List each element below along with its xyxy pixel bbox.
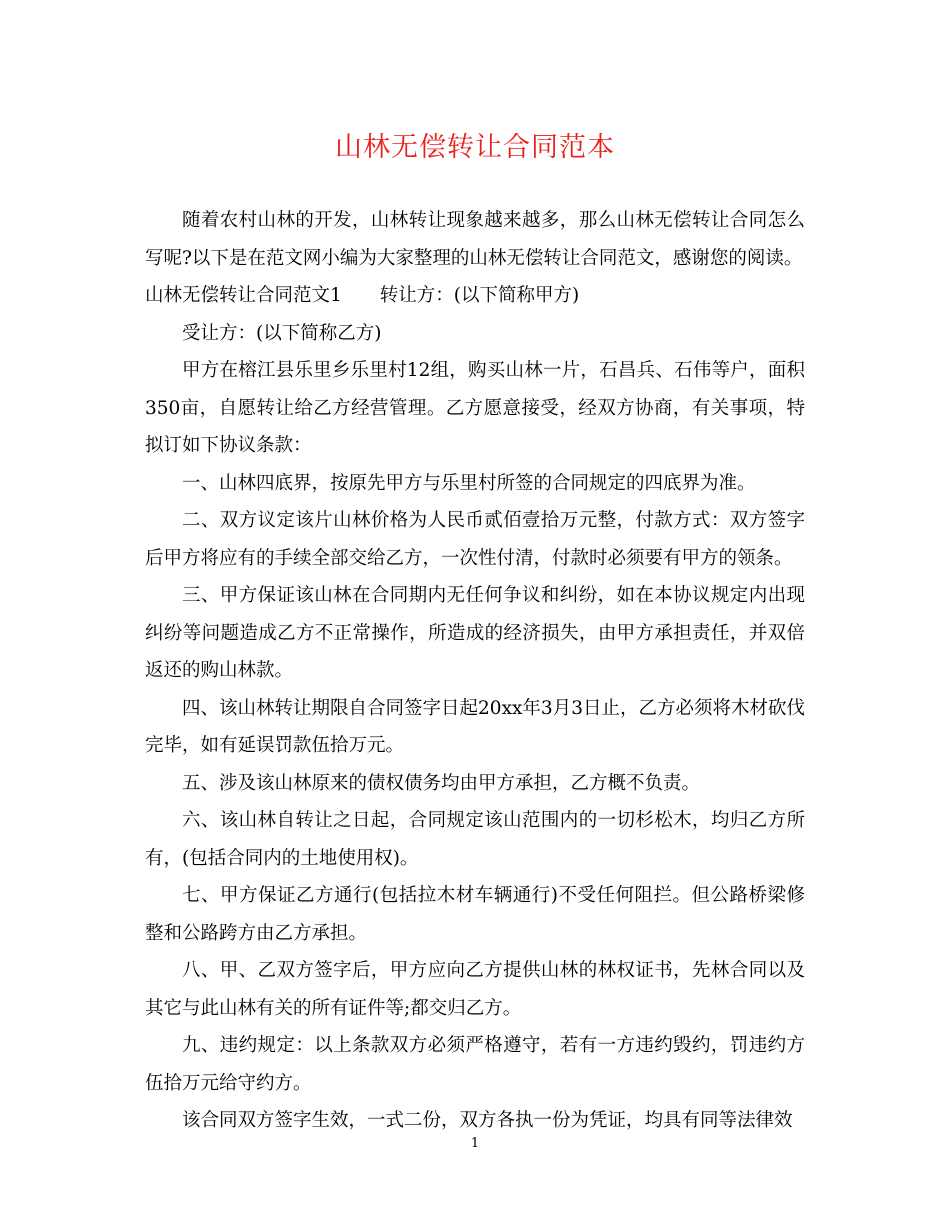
document-title: 山林无偿转让合同范本 <box>335 132 615 163</box>
contract-paragraph-0: 甲方在榕江县乐里乡乐里村12组，购买山林一片，石昌兵、石伟等户，面积350亩，自愿转让给乙方经营管理。乙方愿意接受，经双方协商，有关事项，特拟订如下协议条款： <box>145 360 805 456</box>
sample-heading: 山林无偿转让合同范文1 <box>145 285 342 306</box>
contract-clause-7: 七、甲方保证乙方通行(包括拉木材车辆通行)不受任何阻拦。但公路桥梁修整和公路跨方由乙方承担。 <box>145 885 805 944</box>
contract-clause-6: 六、该山林自转让之日起，合同规定该山范围内的一切杉松木，均归乙方所有，(包括合同内的土地使用权)。 <box>145 810 805 869</box>
sample-heading-line <box>145 277 805 315</box>
contract-clause-4: 四、该山林转让期限自合同签字日起20xx年3月3日止，乙方必须将木材砍伐完毕，如有延误罚款伍拾万元。 <box>145 697 805 756</box>
transferor-line: 转让方：(以下简称甲方) <box>379 285 580 306</box>
contract-closing-paragraph: 该合同双方签字生效，一式二份，双方各执一份为凭证，均具有同等法律效 <box>182 1110 793 1131</box>
contract-clause-5: 五、涉及该山林原来的债权债务均由甲方承担，乙方概不负责。 <box>182 772 701 794</box>
contract-clause-9: 九、违约规定：以上条款双方必须严格遵守，若有一方违约毁约，罚违约方伍拾万元给守约方。 <box>145 1035 805 1094</box>
transferee-line: 受让方：(以下简称乙方) <box>182 322 382 344</box>
page-number: 1 <box>470 1136 480 1151</box>
contract-clause-3: 三、甲方保证该山林在合同期内无任何争议和纠纷，如在本协议规定内出现纠纷等问题造成乙方不正常操作，所造成的经济损失，由甲方承担责任，并双倍返还的购山林款。 <box>145 585 805 681</box>
contract-clause-8: 八、甲、乙双方签字后，甲方应向乙方提供山林的林权证书，先林合同以及其它与此山林有关的所有证件等;都交归乙方。 <box>145 960 805 1019</box>
intro-paragraph: 随着农村山林的开发，山林转让现象越来越多，那么山林无偿转让合同怎么写呢?以下是在范文网小编为大家整理的山林无偿转让合同范文，感谢您的阅读。 <box>145 210 805 269</box>
document-body <box>145 202 805 1140</box>
contract-clause-1: 一、山林四底界，按原先甲方与乐里村所签的合同规定的四底界为准。 <box>182 472 756 494</box>
contract-clause-2: 二、双方议定该片山林价格为人民币贰佰壹拾万元整，付款方式：双方签字后甲方将应有的手续全部交给乙方，一次性付清，付款时必须要有甲方的领条。 <box>145 510 805 569</box>
